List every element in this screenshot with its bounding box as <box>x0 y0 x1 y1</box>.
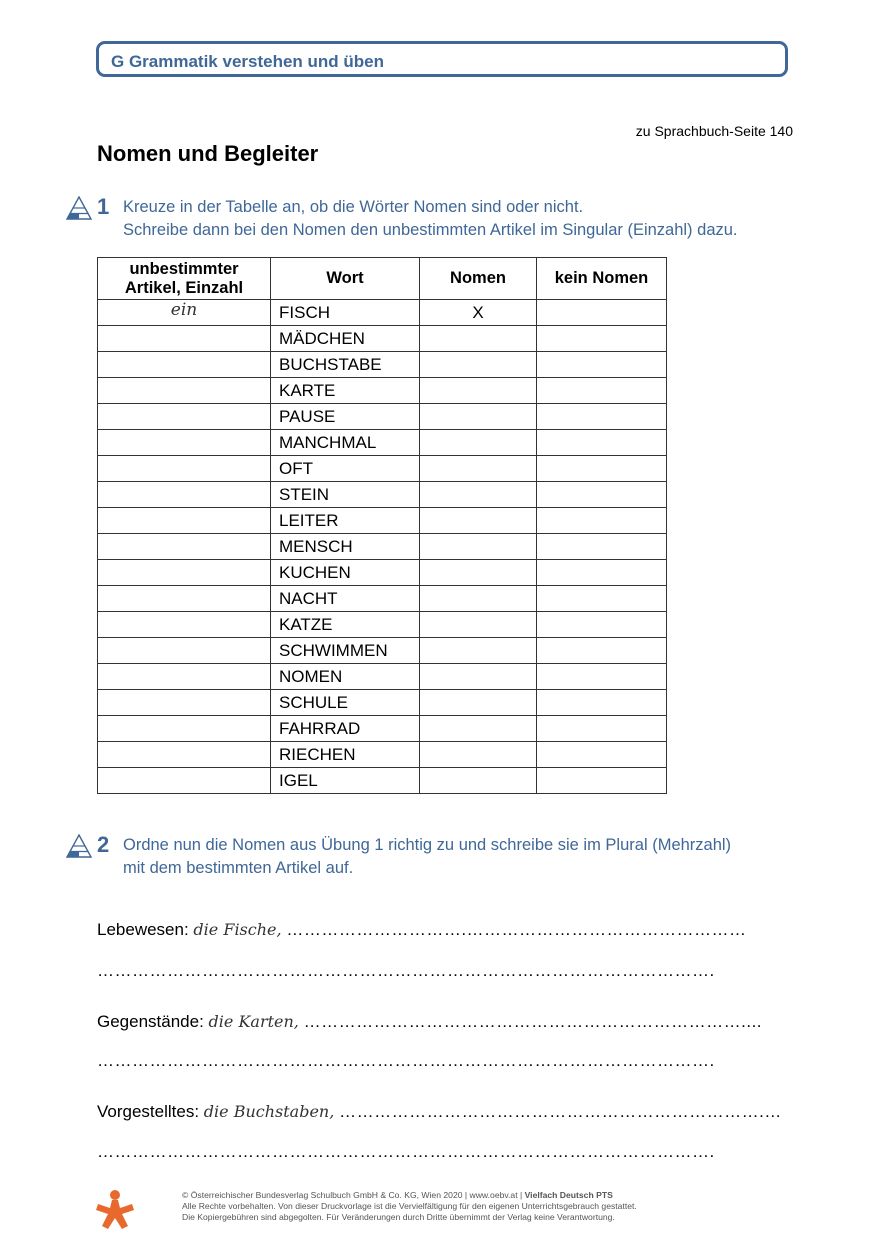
kein-nomen-checkbox-cell[interactable] <box>537 326 667 352</box>
word-cell: FISCH <box>271 300 420 326</box>
header-article: unbestimmter Artikel, Einzahl <box>98 258 271 300</box>
page-reference: zu Sprachbuch-Seite 140 <box>635 123 793 139</box>
table-row <box>98 404 667 430</box>
word-cell: MÄDCHEN <box>271 326 420 352</box>
exercise-number: 1 <box>97 194 110 219</box>
word-cell: RIECHEN <box>271 742 420 768</box>
nomen-checkbox-cell[interactable] <box>420 352 537 378</box>
header-kein-nomen: kein Nomen <box>537 258 667 300</box>
table-row <box>98 664 667 690</box>
nomen-checkbox-cell[interactable] <box>420 768 537 794</box>
table-row <box>98 638 667 664</box>
word-cell: KARTE <box>271 378 420 404</box>
nomen-checkbox-cell[interactable] <box>420 456 537 482</box>
kein-nomen-checkbox-cell[interactable] <box>537 534 667 560</box>
article-cell[interactable] <box>98 768 271 794</box>
exercise-number: 2 <box>97 832 110 857</box>
table-row <box>98 586 667 612</box>
nomen-checkbox-cell[interactable] <box>420 612 537 638</box>
table-row <box>98 430 667 456</box>
category-line-vorgestelltes[interactable]: Vorgestelltes: die Buchstaben, ……………………………………………………………….… <box>97 1102 782 1121</box>
kein-nomen-checkbox-cell[interactable] <box>537 612 667 638</box>
word-cell: MENSCH <box>271 534 420 560</box>
kein-nomen-checkbox-cell[interactable] <box>537 352 667 378</box>
word-cell: STEIN <box>271 482 420 508</box>
header-nomen: Nomen <box>420 258 537 300</box>
kein-nomen-checkbox-cell[interactable] <box>537 300 667 326</box>
word-cell: MANCHMAL <box>271 430 420 456</box>
kein-nomen-checkbox-cell[interactable] <box>537 586 667 612</box>
nomen-checkbox-cell[interactable] <box>420 326 537 352</box>
category-line-lebewesen[interactable]: Lebewesen: die Fische, ………………………….………………………………………… <box>97 920 747 939</box>
article-cell[interactable] <box>98 534 271 560</box>
article-cell[interactable] <box>98 456 271 482</box>
table-row <box>98 768 667 794</box>
word-cell: NOMEN <box>271 664 420 690</box>
article-cell[interactable] <box>98 508 271 534</box>
article-cell[interactable] <box>98 326 271 352</box>
word-cell: KATZE <box>271 612 420 638</box>
nomen-checkbox-cell[interactable] <box>420 560 537 586</box>
page-title: Nomen und Begleiter <box>97 141 319 166</box>
copyright-footer: © Österreichischer Bundesverlag Schulbuch GmbH & Co. KG, Wien 2020 | www.oebv.at | Vielfach Deutsch PTS Alle Rechte vorbehalten. Von dieser Druckvorlage ist die Vervielfältigung für den eigenen Unterrichtsgebrauch gestattet. Die Kopiergebühren sind abgegolten. Für Veränderungen durch Dritte übernimmt der Verlag keine Verantwortung. <box>182 1190 637 1222</box>
kein-nomen-checkbox-cell[interactable] <box>537 508 667 534</box>
nomen-checkbox-cell[interactable] <box>420 430 537 456</box>
kein-nomen-checkbox-cell[interactable] <box>537 378 667 404</box>
table-row <box>98 352 667 378</box>
continuation-line[interactable]: ……………………………………………………………………………………………. <box>97 1051 715 1070</box>
difficulty-triangle-icon <box>66 196 92 220</box>
kein-nomen-checkbox-cell[interactable] <box>537 638 667 664</box>
table-row <box>98 508 667 534</box>
nomen-checkbox-cell[interactable] <box>420 638 537 664</box>
nomen-checkbox-cell[interactable] <box>420 586 537 612</box>
kein-nomen-checkbox-cell[interactable] <box>537 716 667 742</box>
table-row <box>98 560 667 586</box>
continuation-line[interactable]: ……………………………………………………………………………………………. <box>97 961 715 980</box>
table-row <box>98 716 667 742</box>
article-cell[interactable] <box>98 560 271 586</box>
header-word: Wort <box>271 258 420 300</box>
kein-nomen-checkbox-cell[interactable] <box>537 482 667 508</box>
word-cell: OFT <box>271 456 420 482</box>
kein-nomen-checkbox-cell[interactable] <box>537 664 667 690</box>
nomen-checkbox-cell[interactable] <box>420 742 537 768</box>
table-row <box>98 300 667 326</box>
word-cell: SCHULE <box>271 690 420 716</box>
word-cell: NACHT <box>271 586 420 612</box>
nomen-checkbox-cell[interactable] <box>420 534 537 560</box>
table-row <box>98 690 667 716</box>
table-row <box>98 326 667 352</box>
table-row <box>98 742 667 768</box>
article-cell[interactable] <box>98 612 271 638</box>
nomen-checkbox-cell[interactable] <box>420 404 537 430</box>
nomen-checkbox-cell[interactable] <box>420 664 537 690</box>
kein-nomen-checkbox-cell[interactable] <box>537 430 667 456</box>
section-header <box>96 41 788 77</box>
kein-nomen-checkbox-cell[interactable] <box>537 456 667 482</box>
article-cell[interactable] <box>98 716 271 742</box>
difficulty-triangle-icon <box>66 834 92 858</box>
word-cell: FAHRRAD <box>271 716 420 742</box>
article-cell[interactable] <box>98 638 271 664</box>
kein-nomen-checkbox-cell[interactable] <box>537 742 667 768</box>
table-row <box>98 456 667 482</box>
publisher-logo-icon <box>94 1188 136 1230</box>
article-cell[interactable] <box>98 378 271 404</box>
kein-nomen-checkbox-cell[interactable] <box>537 560 667 586</box>
word-cell: KUCHEN <box>271 560 420 586</box>
nomen-checkbox-cell[interactable]: X <box>420 300 537 326</box>
article-cell[interactable]: ein <box>98 300 271 326</box>
article-cell[interactable] <box>98 664 271 690</box>
article-cell[interactable] <box>98 404 271 430</box>
table-row <box>98 378 667 404</box>
exercise-instructions: Kreuze in der Tabelle an, ob die Wörter Nomen sind oder nicht. Schreibe dann bei den Nomen den unbestimmten Artikel im Singular (Einzahl) dazu. <box>123 198 738 239</box>
nomen-checkbox-cell[interactable] <box>420 508 537 534</box>
article-cell[interactable] <box>98 352 271 378</box>
continuation-line[interactable]: ……………………………………………………………………………………………. <box>97 1142 715 1161</box>
table-row <box>98 534 667 560</box>
word-table <box>97 257 667 794</box>
category-line-gegenstaende[interactable]: Gegenstände: die Karten, ………………………………………………………………….... <box>97 1012 763 1031</box>
kein-nomen-checkbox-cell[interactable] <box>537 404 667 430</box>
article-cell[interactable] <box>98 430 271 456</box>
kein-nomen-checkbox-cell[interactable] <box>537 690 667 716</box>
exercise-instructions: Ordne nun die Nomen aus Übung 1 richtig zu und schreibe sie im Plural (Mehrzahl) mit dem bestimmten Artikel auf. <box>123 836 732 877</box>
nomen-checkbox-cell[interactable] <box>420 690 537 716</box>
word-cell: SCHWIMMEN <box>271 638 420 664</box>
section-title: G Grammatik verstehen und üben <box>111 52 385 71</box>
word-cell: LEITER <box>271 508 420 534</box>
nomen-checkbox-cell[interactable] <box>420 482 537 508</box>
article-cell[interactable] <box>98 742 271 768</box>
word-cell: PAUSE <box>271 404 420 430</box>
nomen-checkbox-cell[interactable] <box>420 716 537 742</box>
table-row <box>98 482 667 508</box>
table-row <box>98 612 667 638</box>
kein-nomen-checkbox-cell[interactable] <box>537 768 667 794</box>
word-cell: BUCHSTABE <box>271 352 420 378</box>
article-cell[interactable] <box>98 690 271 716</box>
article-cell[interactable] <box>98 586 271 612</box>
nomen-checkbox-cell[interactable] <box>420 378 537 404</box>
article-cell[interactable] <box>98 482 271 508</box>
word-cell: IGEL <box>271 768 420 794</box>
